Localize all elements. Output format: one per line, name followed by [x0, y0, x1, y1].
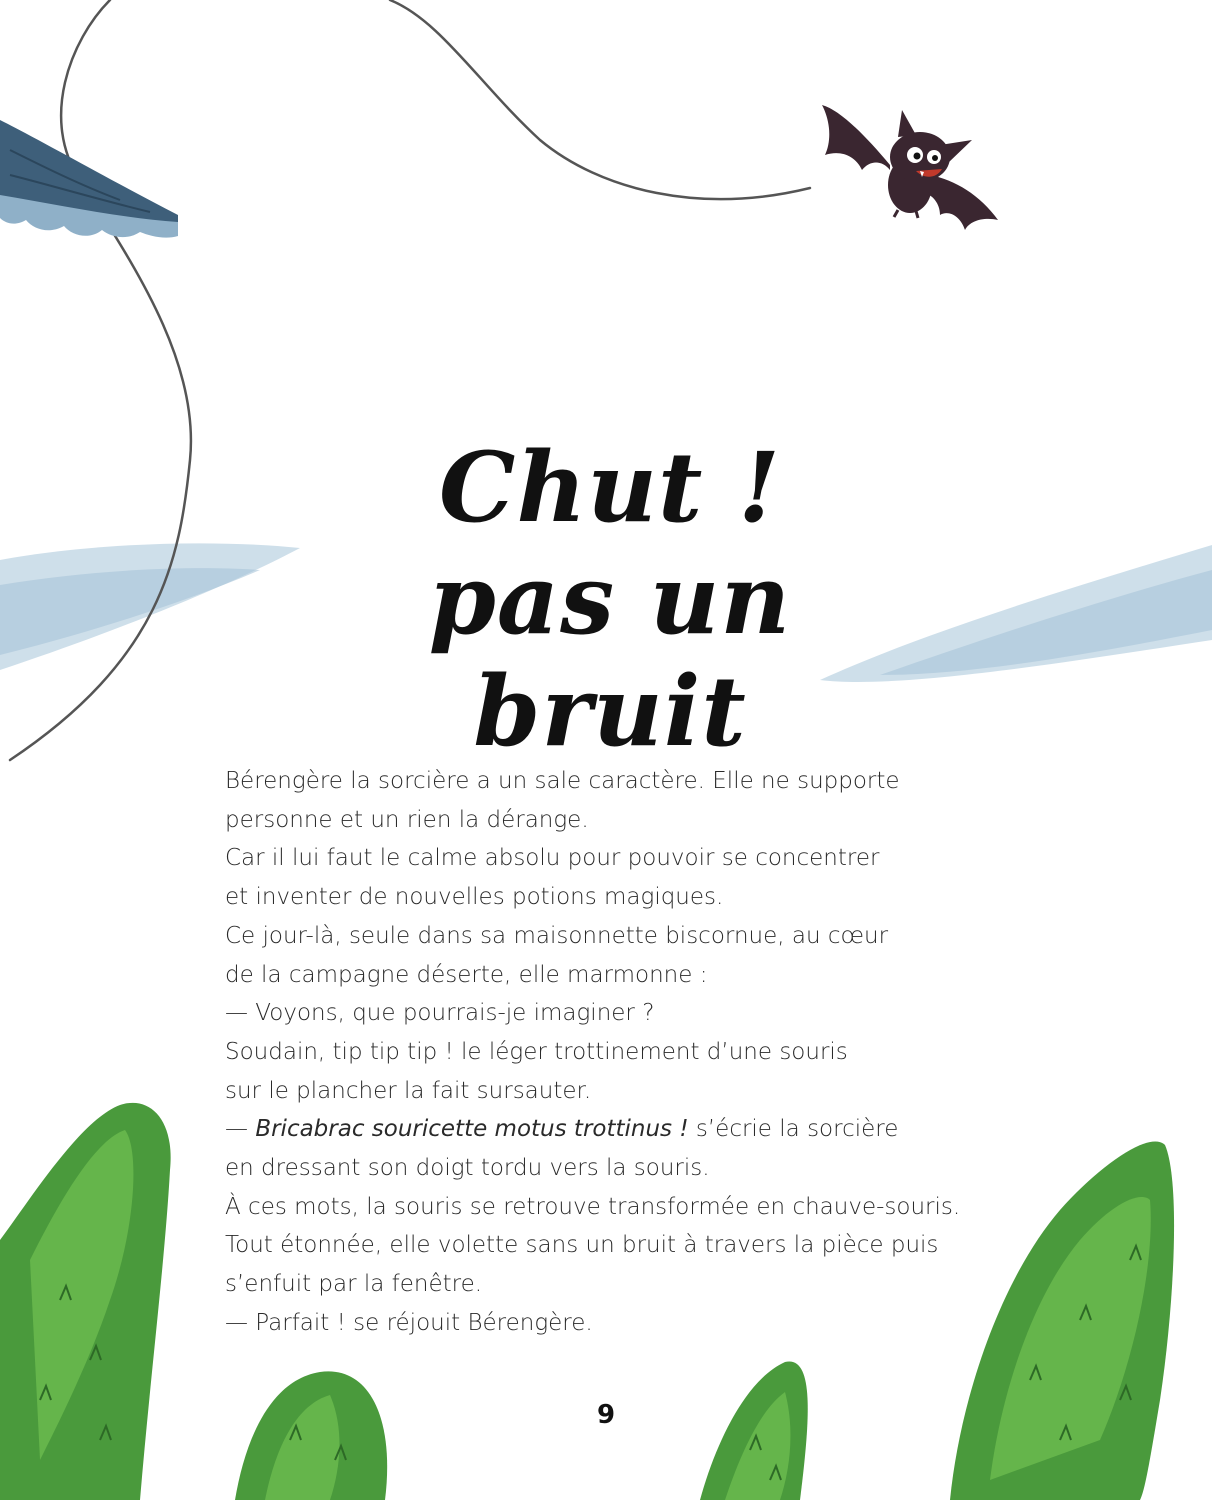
- chapter-title-line-2: pas un bruit: [428, 543, 792, 769]
- spell-incantation: Bricabrac souricette motus trottinus !: [255, 1116, 689, 1143]
- story-line: À ces mots, la souris se retrouve transformée en chauve-souris.: [225, 1193, 961, 1220]
- page-number: 9: [596, 1400, 616, 1430]
- bush-left: [0, 1103, 171, 1500]
- story-text: [225, 762, 1005, 1343]
- spell-dash: —: [225, 1116, 256, 1143]
- story-line: de la campagne déserte, elle marmonne :: [225, 961, 708, 988]
- story-line: Car il lui faut le calme absolu pour pouvoir se concentrer: [225, 845, 880, 872]
- story-line-spell: [225, 1110, 1005, 1149]
- roof-corner: [0, 120, 178, 238]
- sky-brush-stroke-left-shade: [0, 568, 260, 655]
- bat-illustration: [822, 105, 998, 230]
- sky-brush-stroke-right-shade: [880, 570, 1212, 675]
- story-line: Ce jour-là, seule dans sa maisonnette biscornue, au cœur: [225, 922, 889, 949]
- bush-center-right: [700, 1361, 808, 1500]
- chapter-title-line-1: Chut !: [439, 431, 781, 545]
- story-line: en dressant son doigt tordu vers la souris.: [225, 1155, 710, 1182]
- story-line: — Parfait ! se réjouit Bérengère.: [225, 1309, 593, 1336]
- story-line: Bérengère la sorcière a un sale caractère. Elle ne supporte: [225, 768, 900, 794]
- story-line: Soudain, tip tip tip ! le léger trottinement d’une souris: [225, 1038, 848, 1065]
- story-line: et inventer de nouvelles potions magiques.: [225, 884, 724, 911]
- chapter-title: [300, 432, 920, 768]
- spell-line-rest: s’écrie la sorcière: [695, 1116, 899, 1143]
- story-line: sur le plancher la fait sursauter.: [225, 1077, 592, 1104]
- story-line: Tout étonnée, elle volette sans un bruit à travers la pièce puis: [225, 1232, 939, 1259]
- story-line: personne et un rien la dérange.: [225, 806, 589, 833]
- story-line: — Voyons, que pourrais-je imaginer ?: [225, 1000, 655, 1027]
- bush-center-left: [235, 1371, 387, 1500]
- story-line: s’enfuit par la fenêtre.: [225, 1271, 483, 1298]
